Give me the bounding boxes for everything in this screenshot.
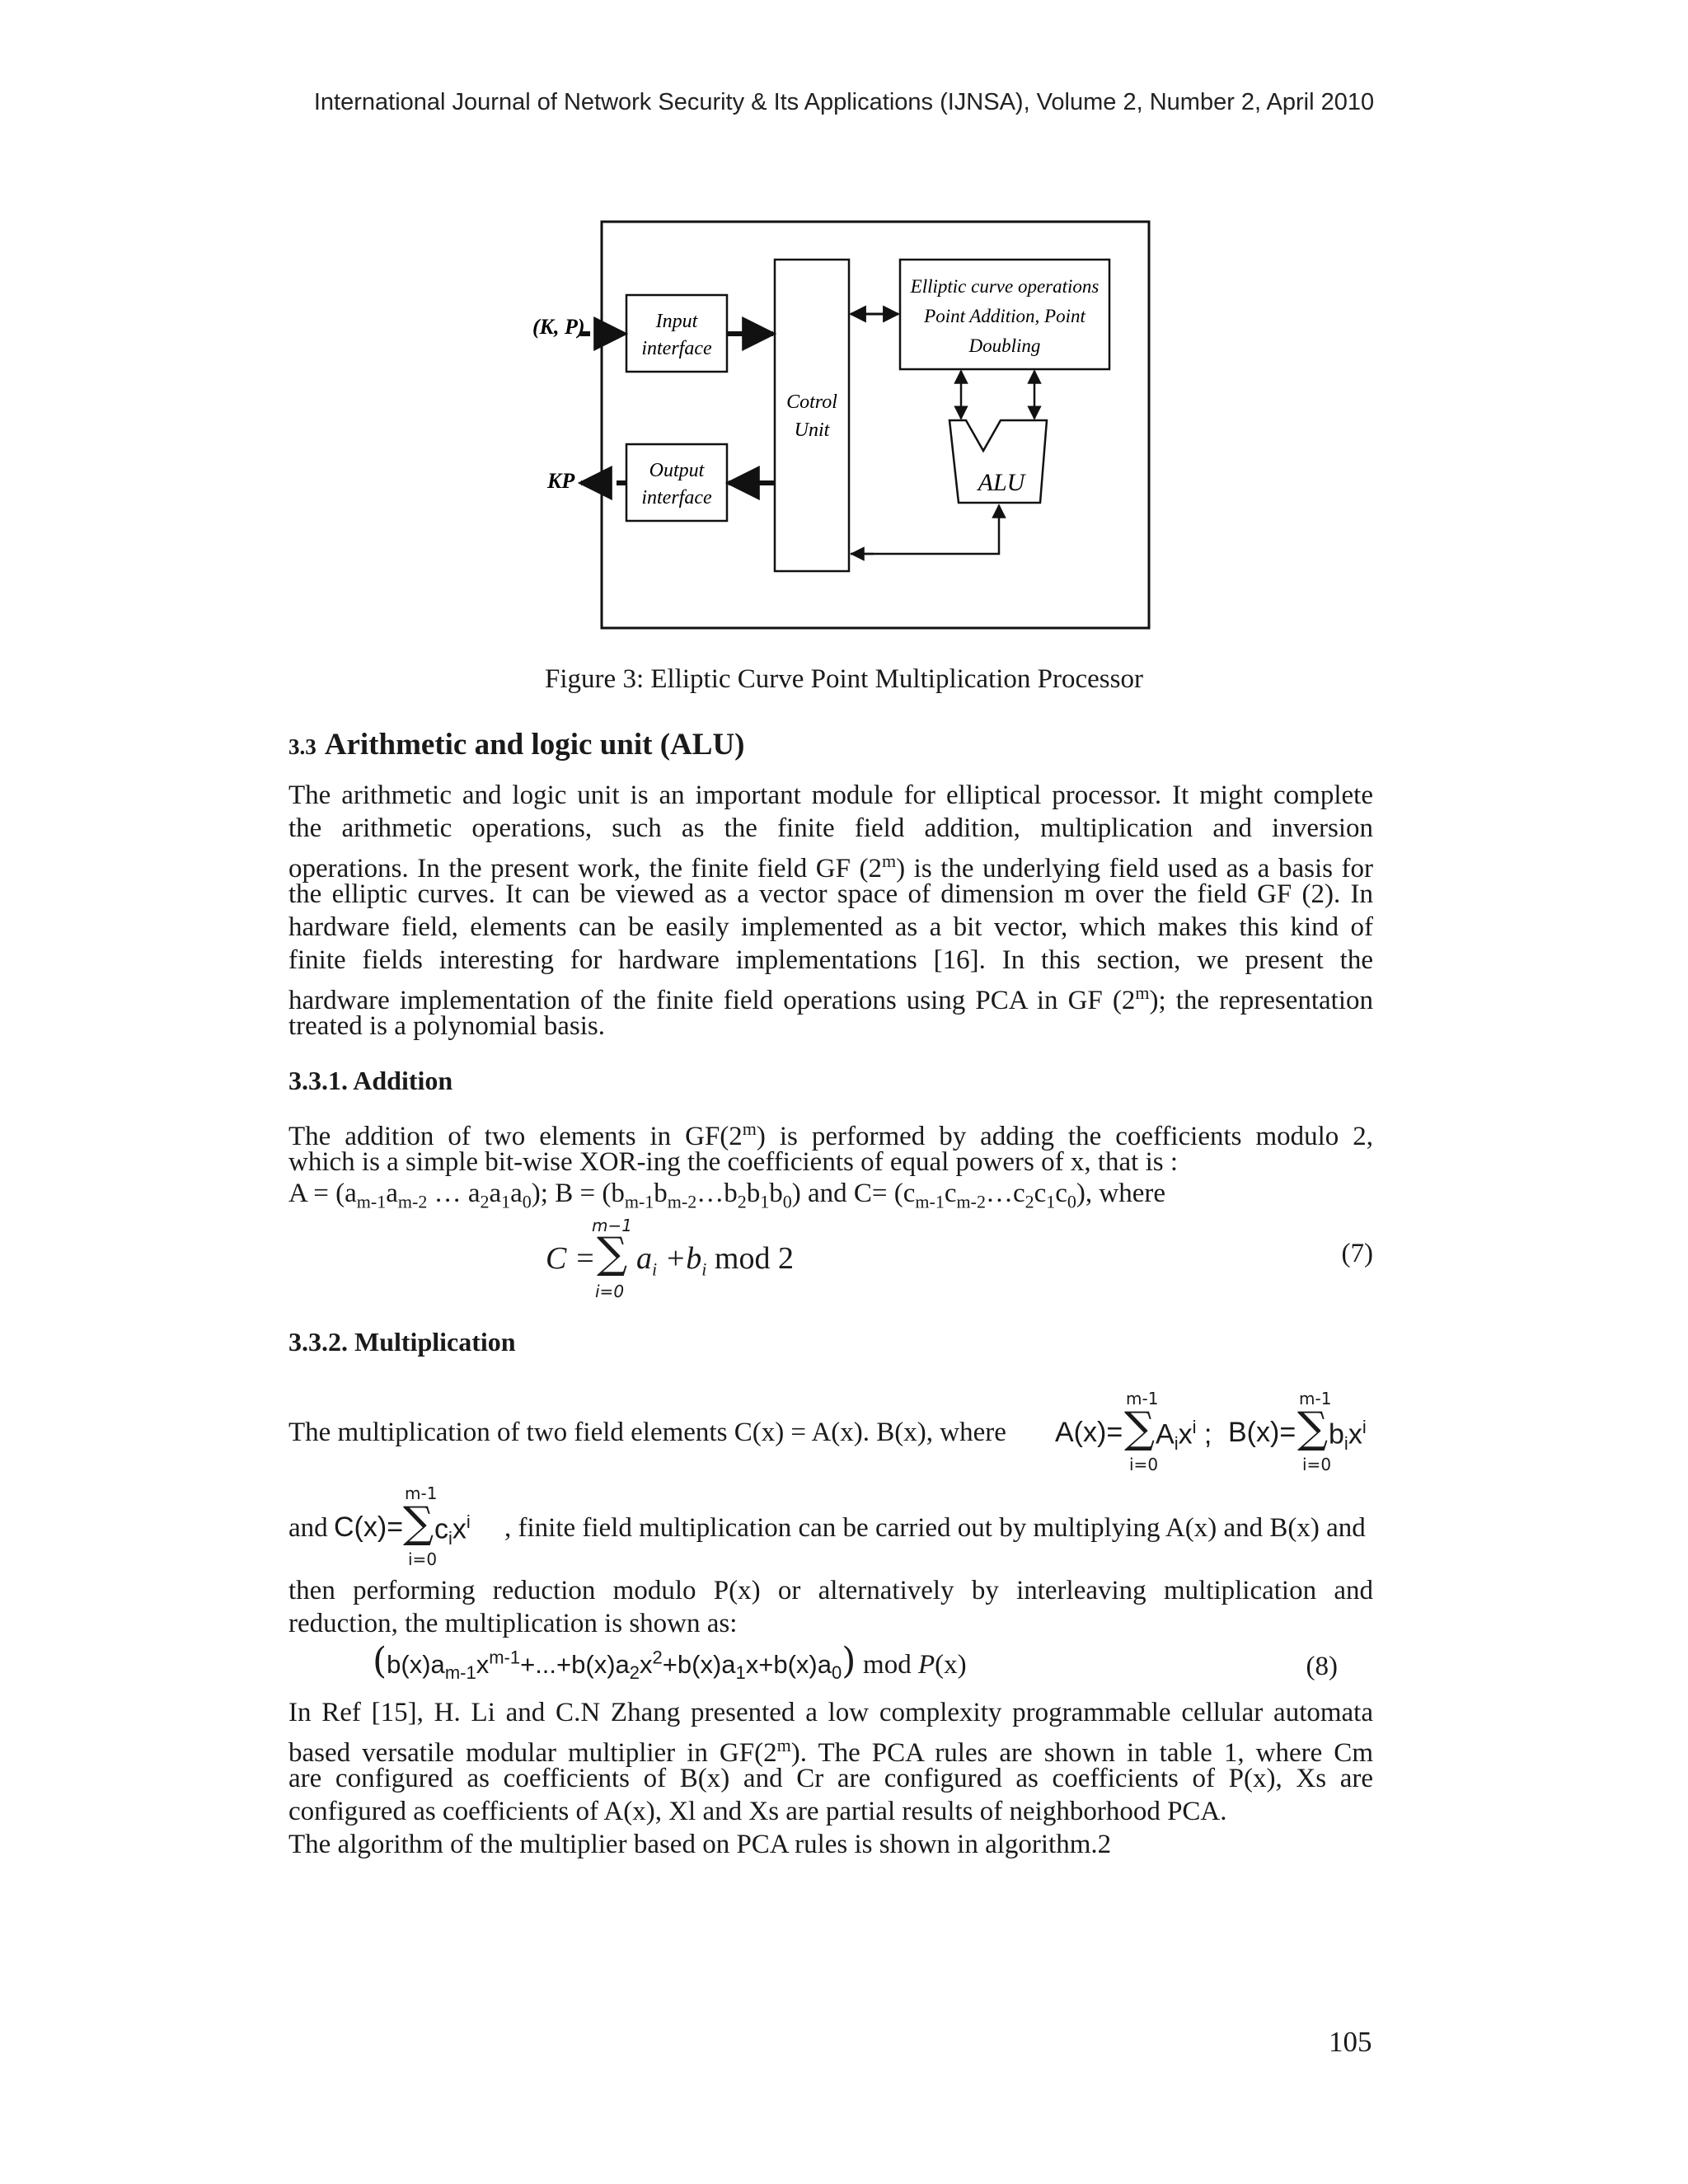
para-line: In Ref [15], H. Li and C.N Zhang presented a low complexity programmable cellular automata — [288, 1698, 1373, 1727]
A-x-definition: m-1 A(x)= ∑ $A_ix^i$ ; i=0 — [1055, 1389, 1212, 1474]
para-line: based versatile modular multiplier in GF(2$^m$). The PCA rules are shown in table 1, where Cm — [288, 1735, 1373, 1768]
ec-operations-label-2: Point Addition, Point — [924, 306, 1085, 326]
running-header: International Journal of Network Security & Its Applications (IJNSA), Volume 2, Number 2, April 2010 — [313, 89, 1375, 115]
equation-7-number: (7) — [1341, 1239, 1373, 1268]
multiplication-intro-line: The multiplication of two field elements C(x) = A(x). B(x), where — [288, 1418, 1006, 1447]
multiplication-and-line-rest: , finite field multiplication can be carried out by multiplying A(x) and B(x) and — [504, 1513, 1366, 1543]
eq7-lower-limit: i=0 — [595, 1282, 625, 1301]
para-line: hardware field, elements can be easily implemented as a bit vector, which makes this kind of — [288, 912, 1373, 942]
control-alu-connector — [851, 505, 999, 554]
eq7-body: $a_i +b_i$ mod 2 — [636, 1241, 794, 1280]
alu-label: ALU — [978, 469, 1025, 496]
multiplication-paragraph — [288, 1574, 1373, 1640]
eq7-upper-limit: m−1 — [592, 1216, 632, 1235]
input-interface-box — [626, 295, 727, 372]
section-number: 3.3 — [288, 734, 316, 759]
section-heading — [288, 727, 745, 762]
C-x-definition: m-1 C(x)= ∑ $c_ix^i$ i=0 — [334, 1483, 471, 1569]
eq7-sigma: ∑ — [597, 1229, 628, 1278]
para-line: are configured as coefficients of B(x) and Cr are configured as coefficients of P(x), Xs are — [288, 1764, 1373, 1793]
input-interface-label-1: Input — [655, 311, 698, 332]
para-line: hardware implementation of the finite field operations using PCA in GF (2$^m$); the representation — [288, 982, 1373, 1015]
input-kp-label: (K, P) — [532, 315, 585, 339]
addition-heading: 3.3.1. Addition — [288, 1066, 453, 1095]
control-unit-label-2: Unit — [794, 419, 830, 441]
output-interface-label-1: Output — [649, 460, 705, 481]
section-title: Arithmetic and logic unit (ALU) — [324, 728, 745, 762]
figure-caption: Figure 3: Elliptic Curve Point Multiplication Processor — [545, 664, 1143, 694]
ec-operations-label-1: Elliptic curve operations — [910, 276, 1100, 297]
para-line: the elliptic curves. It can be viewed as a vector space of dimension m over the field GF (2). In — [288, 879, 1373, 909]
addition-vectors-line: $A = (a_{m-1}a_{m-2}$ … $a_2a_1a_0$); $B = (b_{m-1}b_{m-2}\dots b_2b_1b_0)$ and $C= (c_{m-1}c_{m-2}\dots c_2c_1c_0)$, where — [288, 1179, 1166, 1212]
control-unit-label-1: Cotrol — [786, 391, 837, 413]
para-line: finite fields interesting for hardware implementations [16]. In this section, we present the — [288, 945, 1373, 975]
para-line: the arithmetic operations, such as the finite field addition, multiplication and inversion — [288, 813, 1373, 843]
input-interface-label-2: interface — [641, 338, 712, 359]
equation-8: $(b(x)a_{m-1}x^{m-1}+...+b(x)a_2x^2+b(x)a_1x+b(x)a_0)$ mod P(x) — [373, 1640, 967, 1684]
equation-7 — [546, 1216, 875, 1306]
para-line: reduction, the multiplication is shown as: — [288, 1609, 738, 1638]
output-interface-label-2: interface — [641, 487, 712, 509]
ec-operations-label-3: Doubling — [968, 335, 1041, 356]
processor-block-diagram — [511, 210, 1170, 639]
para-line: configured as coefficients of A(x), Xl and Xs are partial results of neighborhood PCA. — [288, 1797, 1227, 1826]
page-number: 105 — [1329, 2026, 1372, 2058]
pca-paragraph — [288, 1696, 1373, 1861]
addition-paragraph — [288, 1113, 1373, 1179]
para-line: which is a simple bit-wise XOR-ing the coefficients of equal powers of x, that is : — [288, 1147, 1178, 1177]
multiplication-heading: 3.3.2. Multiplication — [288, 1327, 516, 1357]
equation-8-number: (8) — [1306, 1652, 1338, 1681]
para-line: treated is a polynomial basis. — [288, 1011, 605, 1041]
output-interface-box — [626, 444, 727, 521]
B-x-definition: m-1 B(x)= ∑ $b_ix^i$ i=0 — [1228, 1389, 1367, 1474]
alu-paragraph — [288, 779, 1373, 1043]
para-line: operations. In the present work, the finite field GF (2$^m$) is the underlying field used as a basis for — [288, 851, 1373, 883]
output-kp-label: KP — [547, 469, 575, 493]
para-line: The arithmetic and logic unit is an important module for elliptical processor. It might complete — [288, 780, 1373, 810]
para-line: then performing reduction modulo P(x) or alternatively by interleaving multiplication and — [288, 1576, 1373, 1605]
multiplication-and-line: and — [288, 1513, 328, 1543]
control-unit-box — [775, 260, 849, 571]
para-line: The algorithm of the multiplier based on PCA rules is shown in algorithm.2 — [288, 1830, 1112, 1859]
eq7-lhs: C = — [546, 1241, 596, 1276]
para-line: The addition of two elements in GF(2$^m$) is performed by adding the coefficients modulo 2, — [288, 1118, 1374, 1151]
